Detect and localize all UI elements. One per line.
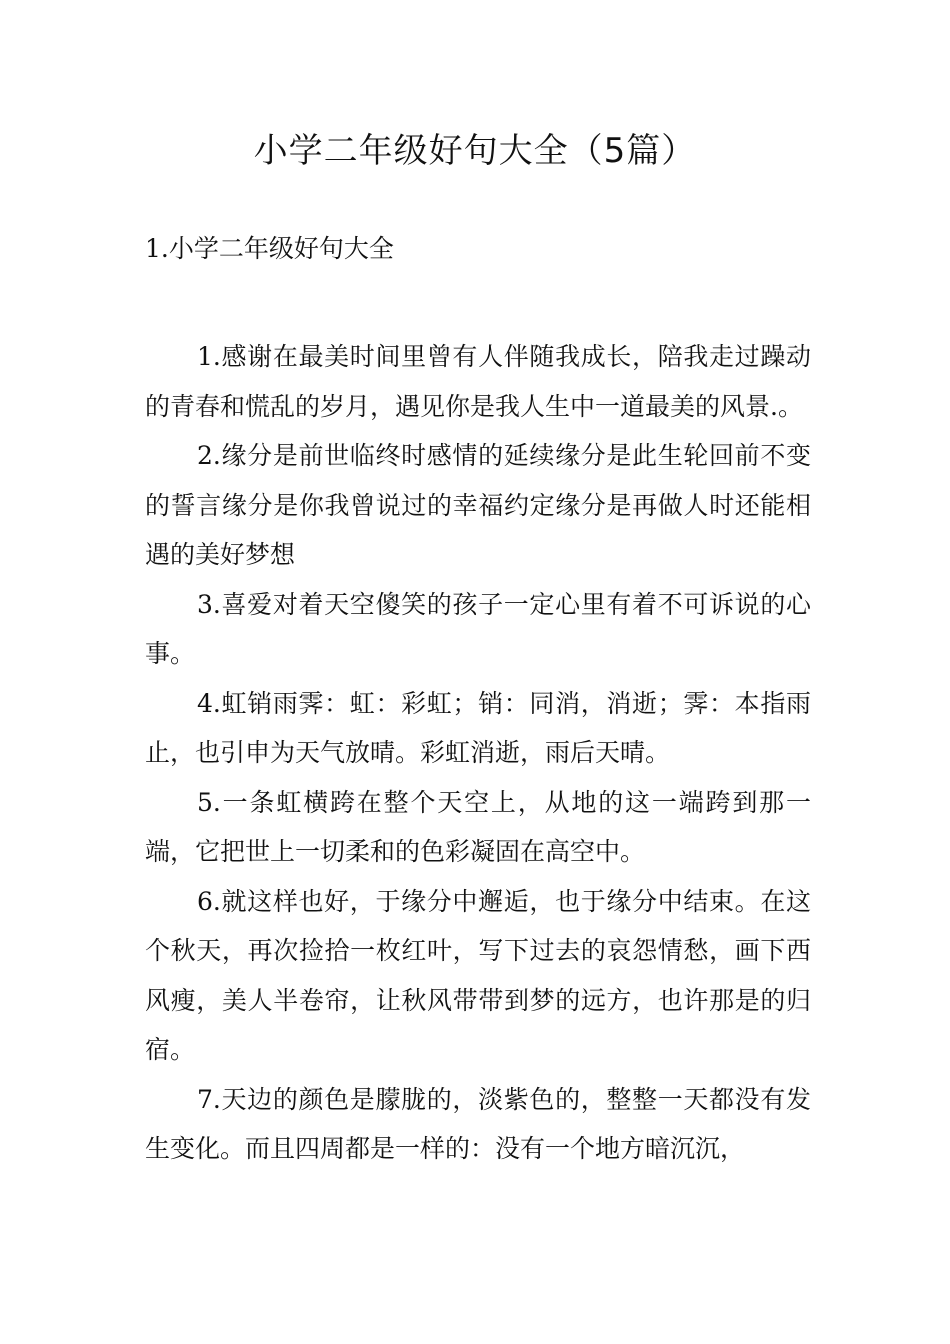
- sentence-list: [145, 332, 811, 1174]
- document-title: 小学二年级好句大全（5篇）: [253, 131, 697, 171]
- sentence-item-6: 6.就这样也好，于缘分中邂逅，也于缘分中结束。在这个秋天，再次捡拾一枚红叶，写下过去的哀怨情愁，画下西风瘦，美人半卷帘，让秋风带带到梦的远方，也许那是的归宿。: [145, 886, 811, 1064]
- sentence-item-4: 4.虹销雨霁：虹：彩虹；销：同消，消逝；霁：本指雨止，也引申为天气放晴。彩虹消逝，雨后天晴。: [145, 688, 811, 767]
- section-heading: 1.小学二年级好句大全: [145, 234, 394, 263]
- sentence-item-3: 3.喜爱对着天空傻笑的孩子一定心里有着不可诉说的心事。: [145, 589, 811, 668]
- sentence-item-5: 5.一条虹横跨在整个天空上，从地的这一端跨到那一端，它把世上一切柔和的色彩凝固在高空中。: [145, 787, 811, 866]
- sentence-item-7: 7.天边的颜色是朦胧的，淡紫色的，整整一天都没有发生变化。而且四周都是一样的：没有一个地方暗沉沉，: [145, 1084, 811, 1163]
- sentence-item-1: 1.感谢在最美时间里曾有人伴随我成长，陪我走过躁动的青春和慌乱的岁月，遇见你是我人生中一道最美的风景.。: [145, 342, 811, 421]
- sentence-item-2: 2.缘分是前世临终时感情的延续缘分是此生轮回前不变的誓言缘分是你我曾说过的幸福约定缘分是再做人时还能相遇的美好梦想: [145, 441, 811, 569]
